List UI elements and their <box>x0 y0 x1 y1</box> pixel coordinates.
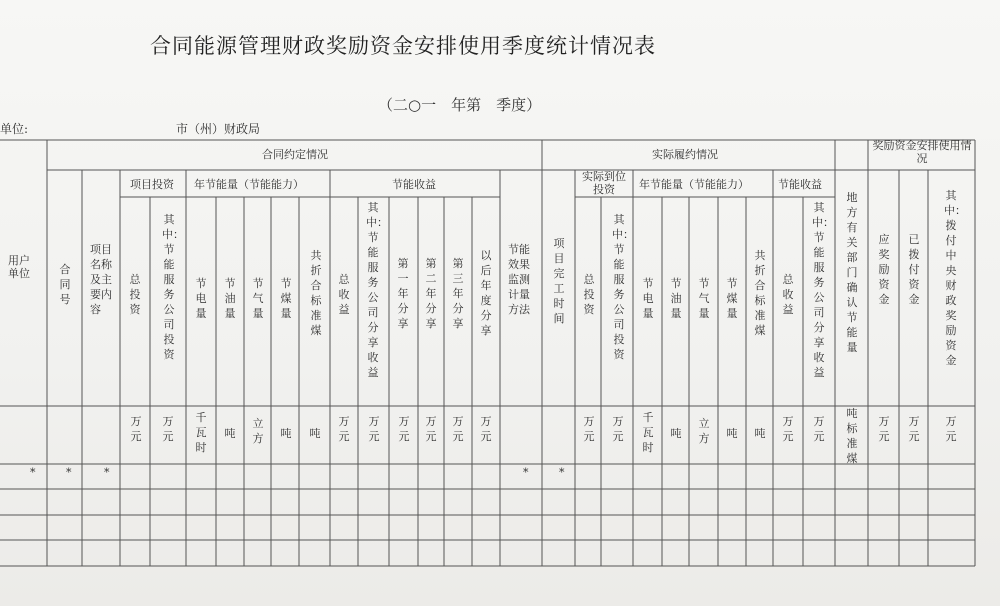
col-gas: 节气量 <box>252 277 264 320</box>
unit-actual-electricity: 千瓦时 <box>642 411 654 454</box>
unit-due: 万元 <box>878 415 890 443</box>
col-total-income: 总收益 <box>338 273 350 316</box>
col-electricity: 节电量 <box>195 277 207 320</box>
group-actual: 实际履约情况 <box>652 148 718 161</box>
col-method: 节能效果监测计量方法 <box>508 243 530 316</box>
col-actual-oil: 节油量 <box>670 277 682 320</box>
col-actual-gas: 节气量 <box>698 277 710 320</box>
col-standard-coal: 共折合标准煤 <box>310 249 322 337</box>
page-subtitle: （二○一 年第 季度） <box>378 96 542 114</box>
unit-actual-total-income: 万元 <box>782 415 794 443</box>
unit-total-income: 万元 <box>338 415 350 443</box>
unit-actual-oil: 吨 <box>670 427 682 440</box>
unit-year3: 万元 <box>452 415 464 443</box>
unit-total-investment: 万元 <box>130 415 142 443</box>
col-oil: 节油量 <box>224 277 236 320</box>
unit-gas: 立方 <box>252 417 264 445</box>
col-actual-esco-income: 其中：节能服务公司分享收益 <box>812 201 834 379</box>
col-project: 项目名称及主要内容 <box>90 243 112 316</box>
col-esco-investment: 其中：节能服务公司投资 <box>162 213 184 361</box>
col-paid: 已拨付资金 <box>908 233 920 306</box>
unit-actual-esco-investment: 万元 <box>612 415 624 443</box>
group-contract: 合同约定情况 <box>262 148 328 161</box>
required-mark-completion: * <box>559 466 565 479</box>
subgroup-actual-energy: 年节能量（节能能力） <box>639 178 749 191</box>
unit-oil: 吨 <box>224 427 236 440</box>
required-mark-method: * <box>523 466 529 479</box>
unit-central: 万元 <box>945 415 957 443</box>
unit-esco-income: 万元 <box>368 415 380 443</box>
subgroup-actual-income: 节能收益 <box>778 178 822 191</box>
required-mark-contract-no: * <box>66 466 72 479</box>
col-user-unit: 用户单位 <box>8 254 30 281</box>
page-title: 合同能源管理财政奖励资金安排使用季度统计情况表 <box>150 34 656 58</box>
unit-actual-gas: 立方 <box>698 417 710 445</box>
col-actual-electricity: 节电量 <box>642 277 654 320</box>
unit-year1: 万元 <box>398 415 410 443</box>
required-mark-user-unit: * <box>30 466 36 479</box>
unit-esco-investment: 万元 <box>162 415 174 443</box>
col-completion: 项目完工时间 <box>553 237 565 325</box>
col-later: 以后年度分享 <box>480 249 492 337</box>
unit-actual-coal: 吨 <box>726 427 738 440</box>
unit-later: 万元 <box>480 415 492 443</box>
col-year1: 第一年分享 <box>397 257 409 330</box>
subgroup-actual-investment: 实际到位投资 <box>582 170 626 197</box>
col-actual-total-income: 总收益 <box>782 273 794 316</box>
unit-actual-standard-coal: 吨 <box>754 427 766 440</box>
unit-year2: 万元 <box>425 415 437 443</box>
group-reward: 奖励资金安排使用情况 <box>872 139 972 166</box>
col-coal: 节煤量 <box>280 277 292 320</box>
col-actual-standard-coal: 共折合标准煤 <box>754 249 766 337</box>
col-due: 应奖励资金 <box>878 233 890 306</box>
col-year3: 第三年分享 <box>452 257 464 330</box>
unit-label: 单位: <box>0 122 29 136</box>
subgroup-investment: 项目投资 <box>130 178 174 191</box>
unit-confirmed: 吨标准煤 <box>846 407 858 465</box>
unit-actual-esco-income: 万元 <box>813 415 825 443</box>
subgroup-energy-saving: 年节能量（节能能力） <box>194 178 304 191</box>
unit-electricity: 千瓦时 <box>195 411 207 454</box>
col-esco-income: 其中：节能服务公司分享收益 <box>366 201 388 379</box>
unit-value: 市（州）财政局 <box>176 122 261 136</box>
unit-actual-total-investment: 万元 <box>583 415 595 443</box>
col-total-investment: 总投资 <box>129 273 141 316</box>
required-mark-project: * <box>104 466 110 479</box>
col-actual-esco-investment: 其中：节能服务公司投资 <box>612 213 634 361</box>
unit-standard-coal: 吨 <box>309 427 321 440</box>
col-actual-total-investment: 总投资 <box>583 273 595 316</box>
unit-paid: 万元 <box>908 415 920 443</box>
col-confirmed: 地方有关部门确认节能量 <box>846 191 858 354</box>
col-central: 其中：拨付中央财政奖励资金 <box>944 189 966 367</box>
col-year2: 第二年分享 <box>425 257 437 330</box>
col-actual-coal: 节煤量 <box>726 277 738 320</box>
subgroup-energy-income: 节能收益 <box>392 178 436 191</box>
col-contract-no: 合同号 <box>59 263 71 306</box>
unit-coal: 吨 <box>280 427 292 440</box>
